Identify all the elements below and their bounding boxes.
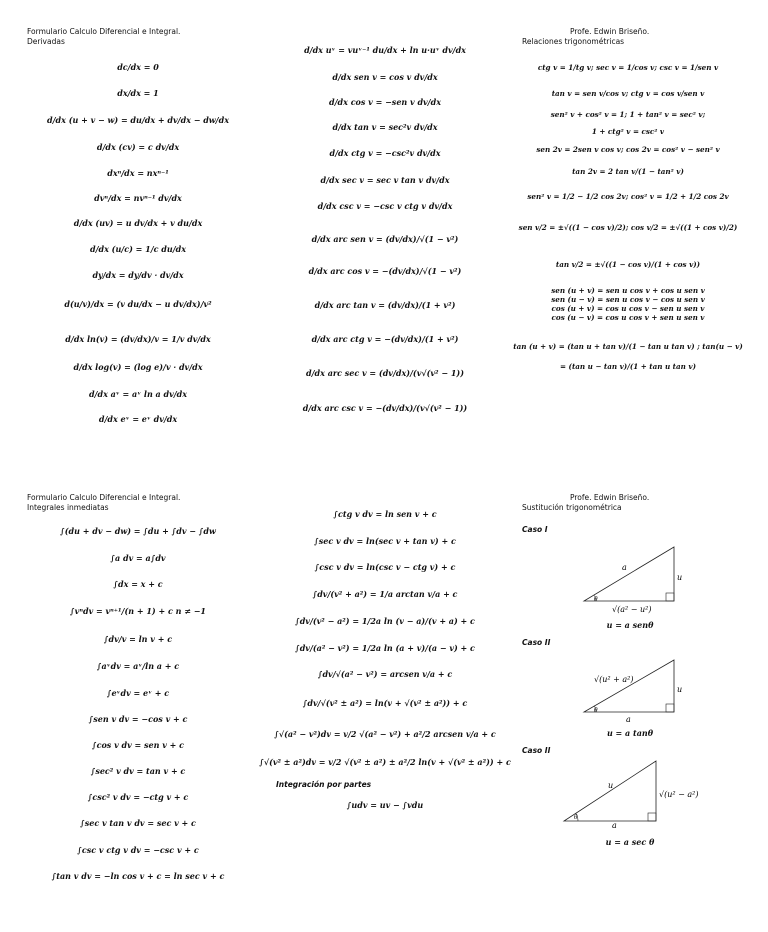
formula: ∫dv/(v² + a²) = 1/a arctan v/a + c (312, 589, 458, 599)
author-name: Profe. Edwin Briseño. (570, 27, 650, 36)
hypotenuse-label: u (608, 781, 614, 790)
formula: ∫√(v² ± a²)dv = v/2 √(v² ± a²) ± a²/2 ln(v + √(v² ± a²)) + c (259, 757, 511, 767)
formula: d/dx (u/c) = 1/c du/dx (90, 244, 186, 254)
formula: d/dx sec v = sec v tan v dv/dx (320, 175, 450, 185)
formula: cos (u − v) = cos u cos v + sen u sen v (551, 313, 705, 322)
formula: cos (u + v) = cos u cos v − sen u sen v (551, 304, 705, 313)
right-angle-mark (666, 704, 674, 712)
sheet-title: Formulario Calculo Diferencial e Integral. (27, 27, 181, 36)
formula: sen² v = 1/2 − 1/2 cos 2v; cos² v = 1/2 + 1/2 cos 2v (527, 192, 729, 201)
formula: ∫dx = x + c (113, 579, 163, 589)
formula: ∫vⁿdv = vⁿ⁺¹/(n + 1) + c n ≠ −1 (70, 606, 206, 616)
formula: d/dx arc ctg v = −(dv/dx)/(1 + v²) (311, 334, 459, 344)
formula: d/dx cos v = −sen v dv/dx (329, 97, 441, 107)
formula: tan (u + v) = (tan u + tan v)/(1 − tan u tan v) ; tan(u − v) (513, 342, 743, 351)
formula: d/dx (uv) = u dv/dx + v du/dx (73, 218, 203, 228)
hypotenuse-label: a (622, 563, 627, 572)
triangle-case-2 (560, 650, 700, 730)
hypotenuse-label: √(u² + a²) (594, 675, 634, 684)
triangle-shape (584, 660, 674, 712)
formula: d/dx sen v = cos v dv/dx (332, 72, 438, 82)
formula: ∫ctg v dv = ln sen v + c (333, 509, 437, 519)
adjacent-label: a (626, 715, 631, 724)
formula: d/dx aᵛ = aᵛ ln a dv/dx (88, 389, 188, 399)
formula: = (tan u − tan v)/(1 + tan u tan v) (560, 362, 696, 371)
formula: dc/dx = 0 (117, 62, 159, 72)
substitution-rule: u = a tanθ (606, 728, 654, 738)
triangle-case-1 (560, 535, 700, 615)
formula: d/dx log(v) = (log e)/v · dv/dx (73, 362, 203, 372)
formula: sen (u + v) = sen u cos v + cos u sen v (551, 286, 705, 295)
formula: ∫dv/√(v² ± a²) = ln(v + √(v² ± a²)) + c (302, 698, 468, 708)
formula: dxⁿ/dx = nxⁿ⁻¹ (107, 168, 169, 178)
opposite-label: √(u² − a²) (659, 790, 699, 799)
case-label: Caso I (522, 525, 548, 534)
formula: ∫a dv = a∫dv (110, 553, 166, 563)
formula: ∫aᵛdv = aᵛ/ln a + c (96, 661, 180, 671)
formula: d/dx ln(v) = (dv/dx)/v = 1/v dv/dx (65, 334, 211, 344)
bottom-right-header (522, 493, 649, 513)
case-label: Caso II (522, 638, 551, 647)
formula: ∫sec v dv = ln(sec v + tan v) + c (314, 536, 456, 546)
formula: dy/dx = dy/dv · dv/dx (92, 270, 184, 280)
formula: ∫udv = uv − ∫vdu (346, 800, 424, 810)
section-title-integrales: Integrales inmediatas (27, 503, 109, 512)
angle-label: θ (574, 814, 578, 821)
formula: sen v/2 = ±√((1 − cos v)/2); cos v/2 = ±√((1 + cos v)/2) (518, 223, 738, 232)
formula: ∫dv/√(a² − v²) = arcsen v/a + c (317, 669, 453, 679)
formula: tan 2v = 2 tan v/(1 − tan² v) (572, 167, 684, 176)
sheet-title: Formulario Calculo Diferencial e Integral. (27, 493, 181, 502)
right-angle-mark (648, 813, 656, 821)
formula: ∫dv/v = ln v + c (103, 634, 173, 644)
formula: ∫√(a² − v²)dv = v/2 √(a² − v²) + a²/2 arcsen v/a + c (274, 729, 496, 739)
triangle-shape (584, 547, 674, 601)
triangle-shape (564, 761, 656, 821)
section-title-relaciones: Relaciones trigonométricas (522, 37, 625, 46)
right-angle-mark (666, 593, 674, 601)
formula: tan v/2 = ±√((1 − cos v)/(1 + cos v)) (555, 260, 701, 269)
triangle-case-3 (560, 755, 700, 830)
case-label: Caso II (522, 746, 551, 755)
formula: ∫csc² v dv = −ctg v + c (87, 792, 189, 802)
formula: d/dx eᵛ = eᵛ dv/dx (98, 414, 178, 424)
top-right-header (522, 27, 649, 47)
bottom-left-header (27, 493, 180, 513)
formula: d/dx arc sen v = (dv/dx)/√(1 − v²) (311, 234, 459, 244)
formula: 1 + ctg² v = csc² v (591, 127, 665, 136)
formula: d/dx (u + v − w) = du/dx + dv/dx − dw/dx (47, 115, 229, 125)
formula: ∫tan v dv = −ln cos v + c = ln sec v + c (51, 871, 225, 881)
top-left-header (27, 27, 180, 47)
formula: dvⁿ/dx = nvⁿ⁻¹ dv/dx (94, 193, 182, 203)
formula: d/dx csc v = −csc v ctg v dv/dx (317, 201, 453, 211)
formula: ∫sen v dv = −cos v + c (88, 714, 188, 724)
formula: sen² v + cos² v = 1; 1 + tan² v = sec² v; (550, 110, 706, 119)
formula: sen 2v = 2sen v cos v; cos 2v = cos² v − sen² v (536, 145, 720, 154)
formula: ∫cos v dv = sen v + c (91, 740, 185, 750)
formula: d/dx uᵛ = vuᵛ⁻¹ du/dx + ln u·uᵛ dv/dx (304, 45, 466, 55)
formula: ∫sec² v dv = tan v + c (90, 766, 186, 776)
substitution-rule: u = a senθ (606, 620, 654, 630)
formula: ∫eᵛdv = eᵛ + c (106, 688, 170, 698)
formula: ctg v = 1/tg v; sec v = 1/cos v; csc v = 1/sen v (537, 63, 719, 72)
formula: d/dx arc csc v = −(dv/dx)/(v√(v² − 1)) (302, 403, 468, 413)
formula: ∫dv/(v² − a²) = 1/2a ln (v − a)/(v + a) + c (295, 616, 475, 626)
adjacent-label: √(a² − u²) (612, 605, 652, 614)
formula: d/dx arc tan v = (dv/dx)/(1 + v²) (314, 300, 456, 310)
formula: d/dx ctg v = −csc²v dv/dx (329, 148, 441, 158)
formula: d/dx (cv) = c dv/dx (96, 142, 180, 152)
formula: d/dx arc sec v = (dv/dx)/(v√(v² − 1)) (306, 368, 464, 378)
author-name: Profe. Edwin Briseño. (570, 493, 650, 502)
formula: ∫csc v ctg v dv = −csc v + c (77, 845, 199, 855)
formula: ∫csc v dv = ln(csc v − ctg v) + c (314, 562, 456, 572)
opposite-label: u (677, 573, 683, 582)
formula: ∫(du + dv − dw) = ∫du + ∫dv − ∫dw (60, 526, 216, 536)
formula: ∫sec v tan v dv = sec v + c (80, 818, 196, 828)
substitution-rule: u = a sec θ (605, 837, 655, 847)
formula: sen (u − v) = sen u cos v − cos u sen v (551, 295, 705, 304)
angle-label: θ (594, 707, 598, 714)
angle-label: θ (594, 596, 598, 603)
formula: dx/dx = 1 (117, 88, 159, 98)
formula: ∫dv/(a² − v²) = 1/2a ln (a + v)/(a − v) + c (295, 643, 475, 653)
section-title-derivadas: Derivadas (27, 37, 65, 46)
formula: d(u/v)/dx = (v du/dx − u dv/dx)/v² (64, 299, 212, 309)
formula: d/dx tan v = sec²v dv/dx (332, 122, 438, 132)
adjacent-label: a (612, 821, 617, 830)
formula: tan v = sen v/cos v; ctg v = cos v/sen v (551, 89, 705, 98)
section-title-partes: Integración por partes (276, 780, 372, 789)
section-title-sustitucion: Sustitución trigonométrica (522, 503, 622, 512)
opposite-label: u (677, 685, 683, 694)
formula: d/dx arc cos v = −(dv/dx)/√(1 − v²) (308, 266, 462, 276)
